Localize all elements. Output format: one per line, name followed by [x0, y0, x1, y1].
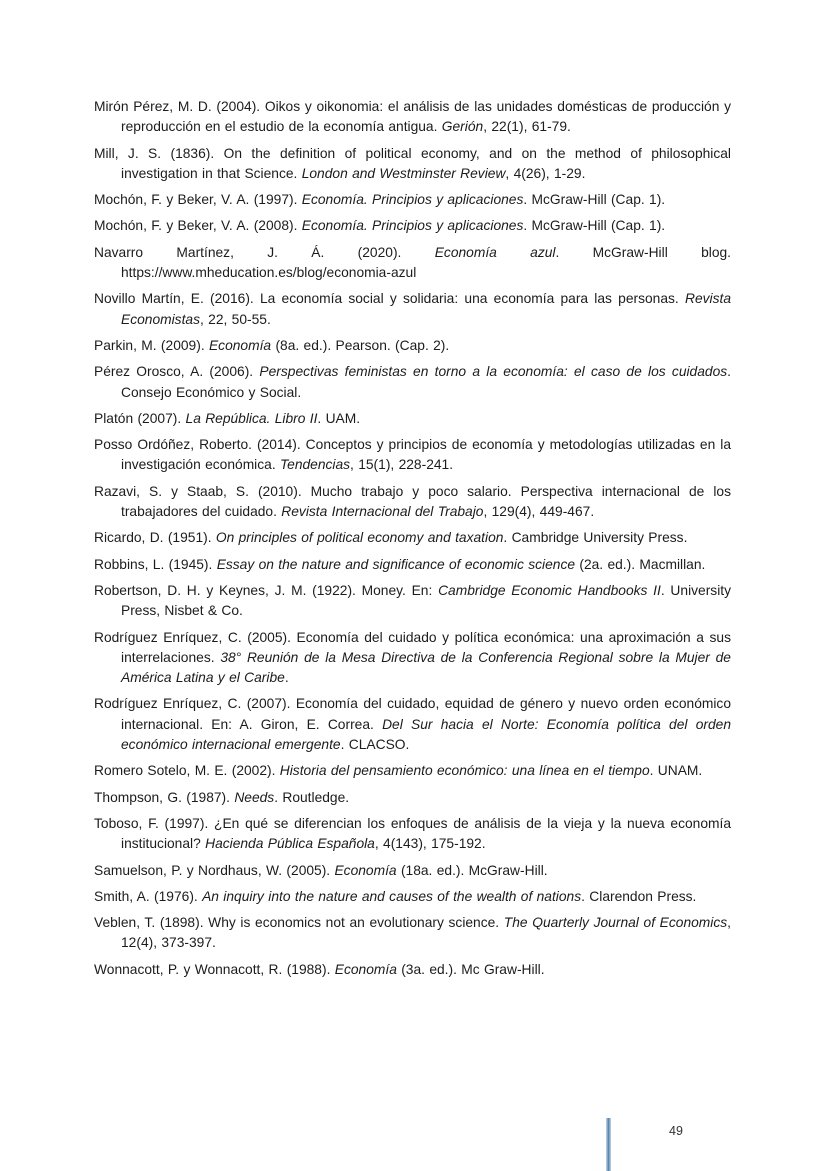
reference-text: . Cambridge University Press. [503, 530, 688, 546]
reference-text: , 22(1), 61-79. [483, 119, 571, 135]
reference-entry [94, 190, 731, 210]
reference-entry [94, 628, 731, 689]
reference-entry [94, 581, 731, 622]
reference-title-italic: Economía [208, 337, 272, 353]
reference-text: . McGraw-Hill (Cap. 1). [523, 192, 666, 208]
reference-text: . UAM. [317, 410, 361, 426]
reference-text: Mochón, F. y Beker, V. A. (1997). [94, 192, 302, 208]
reference-title-italic: On principles of political economy and taxation [215, 530, 504, 546]
reference-text: . Clarendon Press. [581, 888, 697, 904]
reference-entry [94, 289, 731, 330]
reference-text: (3a. ed.). Mc Graw-Hill. [396, 961, 545, 977]
reference-entry [94, 362, 731, 403]
references-list [94, 97, 731, 986]
reference-title-italic: Needs [234, 789, 275, 805]
reference-entry [94, 788, 731, 808]
reference-entry [94, 861, 731, 881]
reference-entry [94, 814, 731, 855]
reference-title-italic: Essay on the nature and significance of economic science [216, 556, 576, 572]
reference-text: Mirón Pérez, M. D. (2004). Oikos y oikonomia: el análisis de las unidades domésticas de producción y reproducción en el estudio de la economía antigua. [94, 99, 731, 135]
reference-text: Rodríguez Enríquez, C. (2005). Economía del cuidado y política económica: una aproximación a sus interrelaciones. [94, 629, 731, 665]
reference-text: Toboso, F. (1997). ¿En qué se diferencian los enfoques de análisis de la vieja y la nueva economía institucional? [94, 815, 731, 852]
reference-title-italic: Del Sur hacia el Norte: Economía política del orden económico internacional emergente [121, 716, 731, 753]
reference-text: . CLACSO. [340, 737, 410, 753]
reference-title-italic: Revista Internacional del Trabajo [281, 504, 484, 520]
reference-text: Pérez Orosco, A. (2006). [94, 364, 260, 380]
reference-title-italic: Perspectivas feministas en torno a la economía: el caso de los cuidados [259, 364, 728, 380]
reference-text: , 15(1), 228-241. [350, 457, 454, 473]
reference-entry [94, 913, 731, 954]
reference-text: . University Press, Nisbet & Co. [121, 582, 731, 619]
reference-text: (18a. ed.). McGraw-Hill. [396, 862, 548, 878]
reference-entry [94, 97, 731, 138]
reference-text: , 12(4), 373-397. [121, 915, 731, 951]
reference-title-italic: London and Westminster Review [301, 165, 506, 181]
reference-entry [94, 336, 731, 356]
reference-text: Robbins, L. (1945). [94, 556, 217, 572]
reference-title-italic: Economía [334, 961, 397, 977]
reference-text: Novillo Martín, E. (2016). La economía social y solidaria: una economía para las personas. [94, 291, 685, 307]
reference-text: , 4(26), 1-29. [505, 165, 586, 181]
reference-title-italic: Revista Economistas [121, 291, 731, 327]
page-number: 49 [669, 1124, 683, 1138]
reference-title-italic: Hacienda Pública Española [205, 836, 375, 852]
reference-entry [94, 144, 731, 185]
reference-text: Posso Ordóñez, Roberto. (2014). Conceptos y principios de economía y metodologías utilizadas en la investigación económica. [94, 437, 731, 473]
reference-entry [94, 435, 731, 476]
reference-entry [94, 960, 731, 980]
reference-entry [94, 216, 731, 236]
reference-title-italic: Historia del pensamiento económico: una línea en el tiempo [279, 763, 650, 779]
reference-title-italic: Economía [334, 862, 397, 878]
reference-entry [94, 694, 731, 755]
reference-entry [94, 409, 731, 429]
reference-title-italic: Economía. Principios y aplicaciones [301, 218, 524, 234]
footer-accent-line [606, 1118, 611, 1171]
reference-title-italic: La República. Libro II [185, 410, 318, 426]
reference-entry [94, 243, 731, 284]
reference-title-italic: Tendencias [279, 457, 351, 473]
reference-title-italic: 38° Reunión de la Mesa Directiva de la Conferencia Regional sobre la Mujer de América Latina y el Caribe [121, 649, 731, 686]
reference-title-italic: Economía azul [434, 244, 556, 260]
reference-text: (2a. ed.). Macmillan. [575, 556, 706, 572]
reference-entry [94, 528, 731, 548]
reference-text: Samuelson, P. y Nordhaus, W. (2005). [94, 862, 335, 878]
reference-text: . Consejo Económico y Social. [121, 364, 731, 400]
reference-text: . McGraw-Hill (Cap. 1). [523, 218, 666, 234]
reference-text: Smith, A. (1976). [94, 888, 203, 904]
reference-text: (8a. ed.). Pearson. (Cap. 2). [271, 337, 450, 353]
reference-text: Wonnacott, P. y Wonnacott, R. (1988). [94, 961, 335, 977]
reference-text: Ricardo, D. (1951). [94, 530, 216, 546]
reference-text: Rodríguez Enríquez, C. (2007). Economía del cuidado, equidad de género y nuevo orden económico internacional. En: A. Giron, E. Correa. [94, 696, 731, 732]
reference-text: , 22, 50-55. [199, 311, 271, 327]
reference-text: Robertson, D. H. y Keynes, J. M. (1922). Money. En: [94, 582, 439, 598]
reference-text: Razavi, S. y Staab, S. (2010). Mucho trabajo y poco salario. Perspectiva internacional de los trabajadores del cuidado. [94, 483, 731, 520]
reference-text: , 4(143), 175-192. [374, 836, 486, 852]
reference-entry [94, 555, 731, 575]
reference-text: Veblen, T. (1898). Why is economics not an evolutionary science. [94, 915, 504, 931]
reference-text: . [284, 670, 289, 686]
reference-text: Navarro Martínez, J. Á. (2020). [94, 244, 435, 260]
reference-title-italic: An inquiry into the nature and causes of the wealth of nations [202, 888, 582, 904]
reference-text: Platón (2007). [94, 410, 186, 426]
reference-text: Mill, J. S. (1836). On the definition of political economy, and on the method of philosophical investigation in that Science. [94, 145, 731, 181]
reference-text: Mochón, F. y Beker, V. A. (2008). [94, 218, 302, 234]
reference-text: Thompson, G. (1987). [94, 789, 235, 805]
reference-title-italic: Economía. Principios y aplicaciones [301, 192, 524, 208]
reference-entry [94, 482, 731, 523]
reference-text: . UNAM. [649, 763, 703, 779]
reference-title-italic: The Quarterly Journal of Economics [503, 915, 728, 931]
reference-title-italic: Cambridge Economic Handbooks II [438, 582, 661, 598]
reference-entry [94, 887, 731, 907]
reference-entry [94, 761, 731, 781]
reference-text: . Routledge. [274, 789, 350, 805]
reference-text: . McGraw-Hill blog. https://www.mheducation.es/blog/economia-azul [121, 244, 732, 281]
reference-text: Parkin, M. (2009). [94, 337, 209, 353]
reference-title-italic: Gerión [441, 119, 484, 135]
reference-text: Romero Sotelo, M. E. (2002). [94, 763, 280, 779]
reference-text: , 129(4), 449-467. [483, 504, 595, 520]
